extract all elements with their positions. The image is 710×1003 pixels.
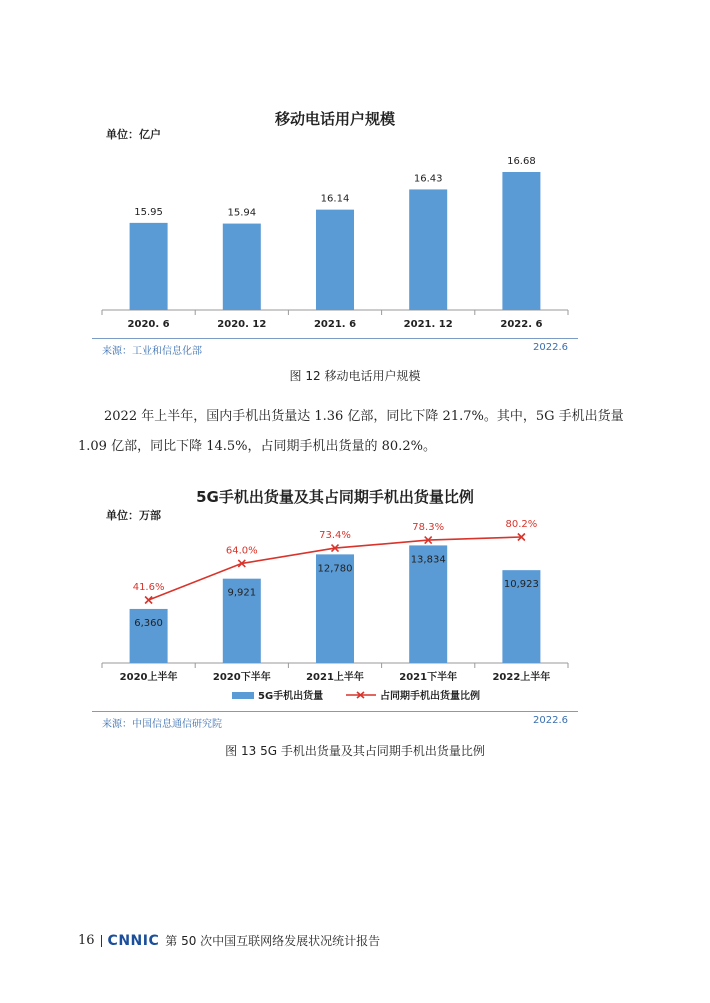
bar-value-label: 6,360: [134, 617, 163, 629]
figure-caption-13: 图 13 5G 手机出货量及其占同期手机出货量比例: [225, 744, 485, 758]
source-text: 来源：中国信息通信研究院: [102, 719, 222, 730]
chart-title: 5G手机出货量及其占同期手机出货量比例: [196, 488, 474, 506]
cnnic-logo: CNNIC: [107, 932, 160, 949]
x-tick-label: 2022. 6: [500, 319, 543, 330]
bar-value-label: 10,923: [503, 579, 539, 591]
legend-line-label: 占同期手机出货量比例: [380, 691, 480, 702]
chart1-plot: [92, 100, 578, 338]
bar-value-label: 15.95: [134, 206, 163, 218]
ratio-value-label: 73.4%: [319, 530, 351, 542]
source-date: 2022.6: [533, 342, 568, 353]
x-tick-label: 2021下半年: [399, 672, 458, 683]
source-date: 2022.6: [533, 715, 568, 726]
x-tick-label: 2021. 6: [313, 319, 357, 330]
bar-value-label: 15.94: [227, 207, 257, 219]
bar-value-label: 13,834: [410, 554, 446, 566]
ratio-value-label: 41.6%: [132, 582, 165, 593]
bar: [409, 189, 447, 310]
source-row: [92, 711, 578, 730]
bar: [316, 210, 354, 310]
chart-5g-shipments: [92, 476, 578, 736]
footer-divider: [101, 935, 102, 947]
bar-value-label: 16.43: [413, 173, 443, 185]
x-tick-label: 2020上半年: [119, 672, 178, 683]
legend-bar-swatch: [232, 692, 254, 699]
x-tick-label: 2021上半年: [306, 672, 364, 683]
x-tick-label: 2021. 12: [403, 319, 453, 330]
ratio-value-label: 78.3%: [412, 522, 445, 534]
unit-label: 单位：亿户: [106, 128, 161, 141]
report-title: 第 50 次中国互联网络发展状况统计报告: [165, 934, 381, 948]
bar-value-label: 16.68: [507, 156, 536, 167]
chart-title: 移动电话用户规模: [274, 110, 395, 128]
x-tick-label: 2022上半年: [492, 672, 551, 683]
ratio-value-label: 64.0%: [225, 545, 258, 557]
source-text: 来源：工业和信息化部: [102, 346, 202, 357]
legend-bar-label: 5G手机出货量: [258, 691, 324, 702]
ratio-value-label: 80.2%: [505, 519, 538, 530]
bar: [130, 223, 168, 310]
chart2-plot: [92, 476, 578, 711]
page-footer: [78, 932, 380, 949]
figure-caption-12: 图 12 移动电话用户规模: [289, 369, 421, 383]
x-tick-label: 2020. 12: [217, 319, 267, 330]
unit-label: 单位：万部: [106, 509, 161, 522]
bar-value-label: 12,780: [317, 563, 353, 575]
x-tick-label: 2020. 6: [127, 319, 170, 330]
bar-value-label: 9,921: [227, 587, 257, 599]
bar: [223, 224, 261, 310]
chart-mobile-users: [92, 100, 578, 360]
x-tick-label: 2020下半年: [212, 672, 271, 683]
page-number: 16: [78, 933, 95, 948]
bar: [502, 172, 540, 310]
bar-value-label: 16.14: [320, 193, 350, 205]
body-paragraph: 2022 年上半年，国内手机出货量达 1.36 亿部，同比下降 21.7%。其中，5G 手机出货量 1.09 亿部，同比下降 14.5%，占同期手机出货量的 80.2%。: [78, 409, 624, 454]
source-row: [92, 338, 578, 357]
ratio-marker: [145, 597, 152, 604]
